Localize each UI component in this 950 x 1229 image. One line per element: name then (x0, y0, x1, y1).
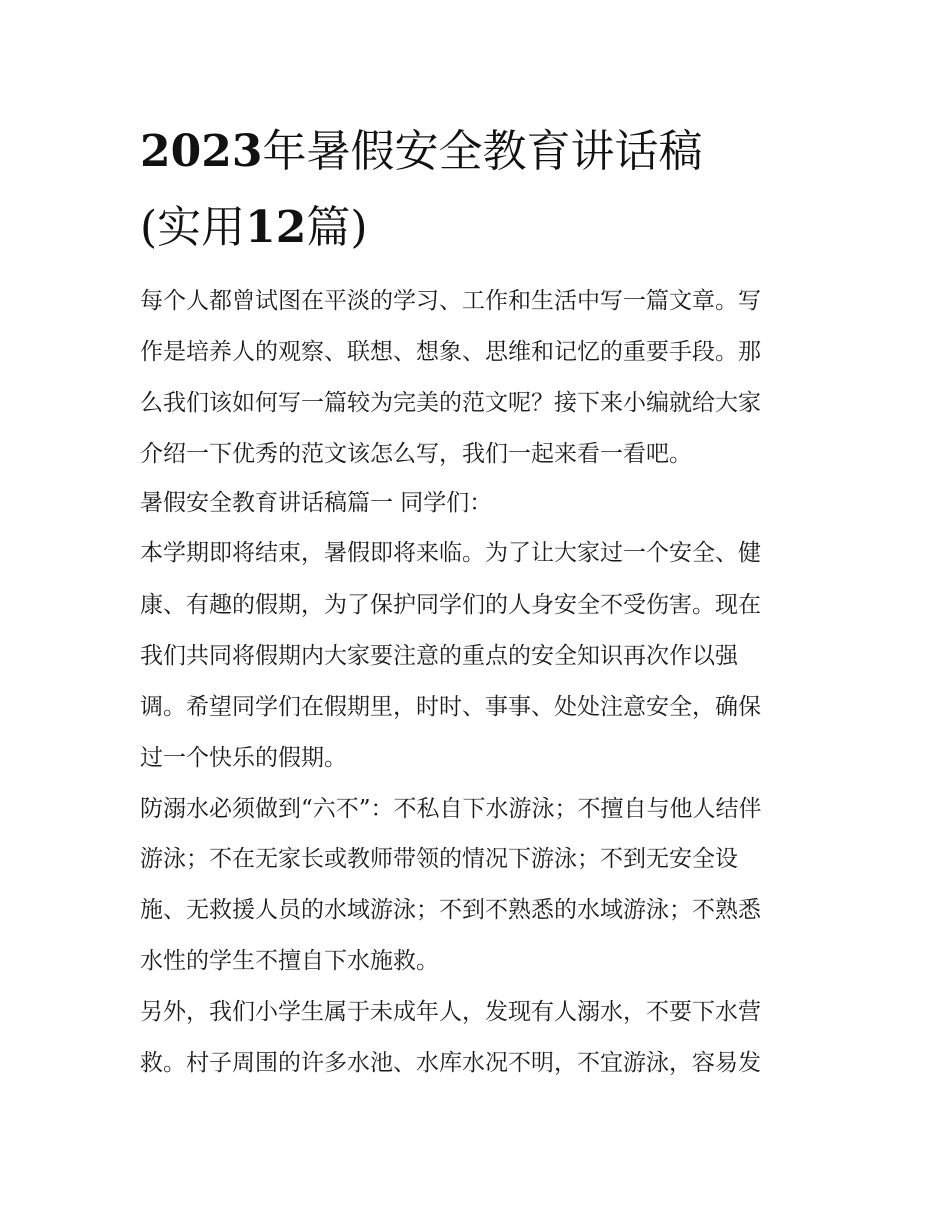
text-line: 过一个快乐的假期。 (140, 745, 347, 771)
title-paren-close: 篇) (306, 202, 368, 253)
text-line: 作是培养人的观察、联想、想象、思维和记忆的重要手段。那 (140, 339, 761, 365)
text-line: 另外，我们小学生属于未成年人，发现有人溺水，不要下水营 (140, 999, 761, 1025)
text-line: 康、有趣的假期，为了保护同学们的人身安全不受伤害。现在 (140, 592, 761, 618)
title-paren-open: (实用 (140, 202, 246, 253)
section-heading-line: 暑假安全教育讲话稿篇一 同学们： (140, 490, 493, 516)
text-line: 我们共同将假期内大家要注意的重点的安全知识再次作以强 (140, 643, 738, 669)
text-line: 么我们该如何写一篇较为完美的范文呢？接下来小编就给大家 (140, 390, 761, 416)
document-title-line-1 (140, 126, 840, 177)
text-line: 调。希望同学们在假期里，时时、事事、处处注意安全，确保 (140, 694, 761, 720)
title-text: 年暑假安全教育讲话稿 (262, 126, 703, 177)
text-line: 介绍一下优秀的范文该怎么写，我们一起来看一看吧。 (140, 441, 692, 467)
title-count: 12 (245, 202, 307, 253)
text-line: 救。村子周围的许多水池、水库水况不明，不宜游泳，容易发 (140, 1050, 761, 1076)
text-line: 游泳；不在无家长或教师带领的情况下游泳；不到无安全设 (140, 846, 738, 872)
text-line: 水性的学生不擅自下水施救。 (140, 948, 439, 974)
document-title-line-2 (140, 202, 840, 253)
text-line: 本学期即将结束，暑假即将来临。为了让大家过一个安全、健 (140, 540, 761, 566)
text-line: 施、无救援人员的水域游泳；不到不熟悉的水域游泳；不熟悉 (140, 897, 761, 923)
text-line: 每个人都曾试图在平淡的学习、工作和生活中写一篇文章。写 (140, 288, 761, 314)
text-line: 防溺水必须做到“六不”：不私自下水游泳；不擅自与他人结伴 (140, 796, 762, 822)
title-year: 2023 (140, 126, 263, 177)
